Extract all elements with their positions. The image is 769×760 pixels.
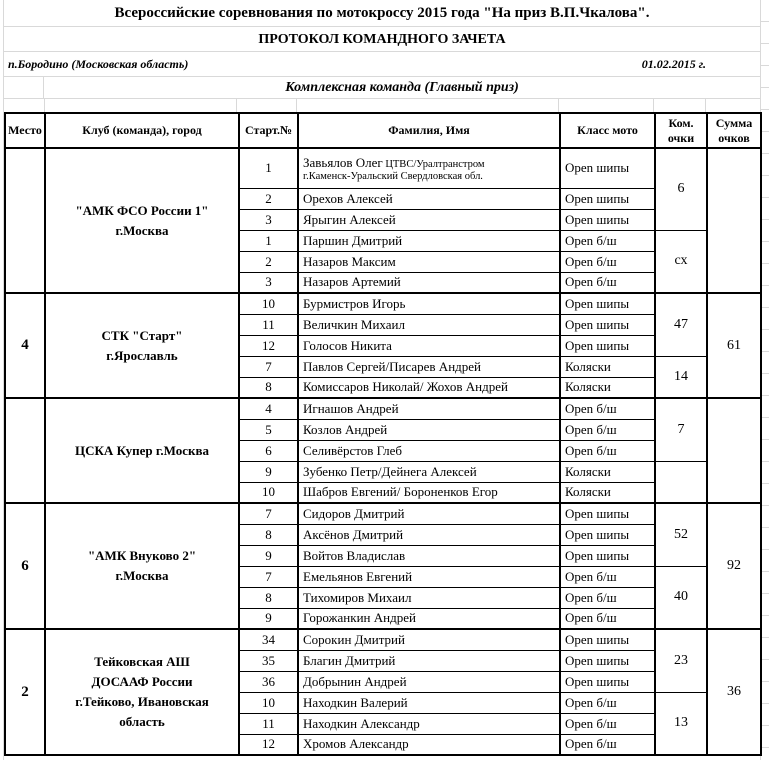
column-header: Ком. очки: [655, 113, 707, 148]
document-content: [4, 0, 760, 756]
moto-class-cell: Коляски: [560, 461, 655, 482]
results-table: [4, 112, 762, 756]
moto-class-cell: Open шипы: [560, 148, 655, 188]
athlete-name-cell: Ярыгин Алексей: [298, 209, 560, 230]
moto-class-cell: Open шипы: [560, 671, 655, 692]
start-number-cell: 11: [239, 713, 298, 734]
event-location: п.Бородино (Московская область): [8, 56, 189, 71]
athlete-name-cell: Величкин Михаил: [298, 314, 560, 335]
team-points-cell: 23: [655, 629, 707, 692]
athlete-name-cell: Горожанкин Андрей: [298, 608, 560, 629]
category-title: Комплексная команда (Главный приз): [285, 80, 519, 95]
athlete-name-cell: Голосов Никита: [298, 335, 560, 356]
club-name-line: г.Тейково, Ивановская: [75, 694, 209, 709]
start-number-cell: 12: [239, 335, 298, 356]
moto-class-cell: Open шипы: [560, 650, 655, 671]
start-number-cell: 2: [239, 251, 298, 272]
club-cell: [45, 148, 239, 293]
moto-class-cell: Open б/ш: [560, 419, 655, 440]
start-number-cell: 10: [239, 692, 298, 713]
moto-class-cell: Open шипы: [560, 524, 655, 545]
start-number-cell: 11: [239, 314, 298, 335]
athlete-row: [5, 629, 761, 650]
moto-class-cell: Open шипы: [560, 209, 655, 230]
moto-class-cell: Open шипы: [560, 545, 655, 566]
athlete-name-cell: Орехов Алексей: [298, 188, 560, 209]
column-header: Фамилия, Имя: [298, 113, 560, 148]
total-points-cell: 36: [707, 629, 761, 755]
start-number-cell: 9: [239, 608, 298, 629]
club-name-line: Тейковская АШ: [94, 654, 190, 669]
moto-class-cell: Open б/ш: [560, 272, 655, 293]
athlete-name-cell: Назаров Артемий: [298, 272, 560, 293]
club-name-line: СТК "Старт": [101, 327, 183, 343]
column-header: Класс мото: [560, 113, 655, 148]
start-number-cell: 35: [239, 650, 298, 671]
start-number-cell: 36: [239, 671, 298, 692]
athlete-name-cell: Войтов Владислав: [298, 545, 560, 566]
athlete-club-note: ЦТВС/Уралтранстром: [382, 158, 485, 170]
start-number-cell: 8: [239, 587, 298, 608]
moto-class-cell: Open б/ш: [560, 587, 655, 608]
athlete-name-line: [303, 155, 557, 171]
start-number-cell: 7: [239, 503, 298, 524]
team-points-cell: сх: [655, 230, 707, 293]
athlete-row: [5, 398, 761, 419]
protocol-subtitle: ПРОТОКОЛ КОМАНДНОГО ЗАЧЕТА: [4, 27, 760, 52]
athlete-name-cell: Павлов Сергей/Писарев Андрей: [298, 356, 560, 377]
moto-class-cell: Open б/ш: [560, 566, 655, 587]
club-name-line: "АМК Внуково 2": [87, 548, 197, 563]
athlete-name-cell: Сидоров Дмитрий: [298, 503, 560, 524]
start-number-cell: 34: [239, 629, 298, 650]
team-points-cell: 47: [655, 293, 707, 356]
start-number-cell: 8: [239, 377, 298, 398]
event-date: 01.02.2015 г.: [641, 56, 706, 71]
athlete-row: [5, 148, 761, 188]
athlete-name-cell: Комиссаров Николай/ Жохов Андрей: [298, 377, 560, 398]
club-name-line: ДОСААФ России: [91, 674, 193, 689]
start-number-cell: 8: [239, 524, 298, 545]
moto-class-cell: Open б/ш: [560, 692, 655, 713]
athlete-name-cell: Аксёнов Дмитрий: [298, 524, 560, 545]
moto-class-cell: Коляски: [560, 356, 655, 377]
club-cell: [45, 398, 239, 503]
start-number-cell: 5: [239, 419, 298, 440]
start-number-cell: 4: [239, 398, 298, 419]
athlete-name-cell: Паршин Дмитрий: [298, 230, 560, 251]
start-number-cell: 2: [239, 188, 298, 209]
place-cell: [5, 398, 45, 503]
club-name-line: г.Москва: [115, 222, 169, 238]
team-points-cell: 40: [655, 566, 707, 629]
moto-class-cell: Open шипы: [560, 314, 655, 335]
athlete-name-cell: Находкин Валерий: [298, 692, 560, 713]
athlete-name-cell: Сорокин Дмитрий: [298, 629, 560, 650]
column-header: Старт.№: [239, 113, 298, 148]
moto-class-cell: Open шипы: [560, 503, 655, 524]
athlete-name-cell: Тихомиров Михаил: [298, 587, 560, 608]
moto-class-cell: Open шипы: [560, 188, 655, 209]
athlete-name-cell: Назаров Максим: [298, 251, 560, 272]
team-points-cell: 7: [655, 398, 707, 461]
athlete-name-cell: Бурмистров Игорь: [298, 293, 560, 314]
start-number-cell: 10: [239, 482, 298, 503]
athlete-name-cell: Хромов Александр: [298, 734, 560, 755]
place-cell: 4: [5, 293, 45, 398]
moto-class-cell: Open б/ш: [560, 440, 655, 461]
place-cell: 2: [5, 629, 45, 755]
moto-class-cell: Open б/ш: [560, 398, 655, 419]
meta-row: [4, 52, 760, 77]
club-name-line: ЦСКА Купер г.Москва: [75, 442, 209, 458]
column-header: Место: [5, 113, 45, 148]
place-cell: [5, 148, 45, 293]
athlete-name-cell: Добрынин Андрей: [298, 671, 560, 692]
athlete-name-cell: Емельянов Евгений: [298, 566, 560, 587]
club-name-line: "АМК ФСО России 1": [75, 202, 209, 218]
athlete-name-cell: Козлов Андрей: [298, 419, 560, 440]
athlete-name-cell: Шабров Евгений/ Бороненков Егор: [298, 482, 560, 503]
moto-class-cell: Open б/ш: [560, 608, 655, 629]
start-number-cell: 9: [239, 461, 298, 482]
start-number-cell: 7: [239, 356, 298, 377]
category-stub-cell: [4, 77, 44, 98]
moto-class-cell: Коляски: [560, 482, 655, 503]
moto-class-cell: Open шипы: [560, 629, 655, 650]
total-points-cell: [707, 398, 761, 503]
table-header-row: [5, 113, 761, 148]
page-title: Всероссийские соревнования по мотокроссу 2015 года "На приз В.П.Чкалова".: [4, 0, 760, 27]
category-row: [4, 77, 760, 99]
athlete-name-cell: Благин Дмитрий: [298, 650, 560, 671]
moto-class-cell: Коляски: [560, 377, 655, 398]
team-points-cell: 52: [655, 503, 707, 566]
team-points-cell: [655, 461, 707, 503]
start-number-cell: 3: [239, 209, 298, 230]
start-number-cell: 9: [239, 545, 298, 566]
athlete-name: Завьялов Олег: [303, 154, 383, 170]
moto-class-cell: Open шипы: [560, 335, 655, 356]
team-points-cell: 14: [655, 356, 707, 398]
start-number-cell: 12: [239, 734, 298, 755]
start-number-cell: 3: [239, 272, 298, 293]
moto-class-cell: Open б/ш: [560, 734, 655, 755]
place-cell: 6: [5, 503, 45, 629]
start-number-cell: 10: [239, 293, 298, 314]
start-number-cell: 1: [239, 148, 298, 188]
team-points-cell: 13: [655, 692, 707, 755]
athlete-row: [5, 503, 761, 524]
athlete-name-cell: Находкин Александр: [298, 713, 560, 734]
moto-class-cell: Open б/ш: [560, 230, 655, 251]
athlete-row: [5, 293, 761, 314]
moto-class-cell: Open б/ш: [560, 713, 655, 734]
athlete-name-cell: Зубенко Петр/Дейнега Алексей: [298, 461, 560, 482]
team-points-cell: 6: [655, 148, 707, 230]
moto-class-cell: Open б/ш: [560, 251, 655, 272]
athlete-name-cell: [298, 148, 560, 188]
start-number-cell: 6: [239, 440, 298, 461]
athlete-name-cell: Селивёрстов Глеб: [298, 440, 560, 461]
total-points-cell: [707, 148, 761, 293]
start-number-cell: 1: [239, 230, 298, 251]
athlete-city-line: г.Каменск-Уральский Свердловская обл.: [303, 170, 483, 182]
club-name-line: г.Ярославль: [106, 347, 178, 363]
moto-class-cell: Open шипы: [560, 293, 655, 314]
club-cell: [45, 629, 239, 755]
total-points-cell: 92: [707, 503, 761, 629]
club-cell: [45, 293, 239, 398]
club-cell: [45, 503, 239, 629]
athlete-name-cell: Игнашов Андрей: [298, 398, 560, 419]
club-name-line: г.Москва: [115, 568, 169, 583]
start-number-cell: 7: [239, 566, 298, 587]
total-points-cell: 61: [707, 293, 761, 398]
club-name-line: область: [119, 714, 165, 729]
column-header: Сумма очков: [707, 113, 761, 148]
column-header: Клуб (команда), город: [45, 113, 239, 148]
grid-spacer-row: [4, 99, 760, 112]
